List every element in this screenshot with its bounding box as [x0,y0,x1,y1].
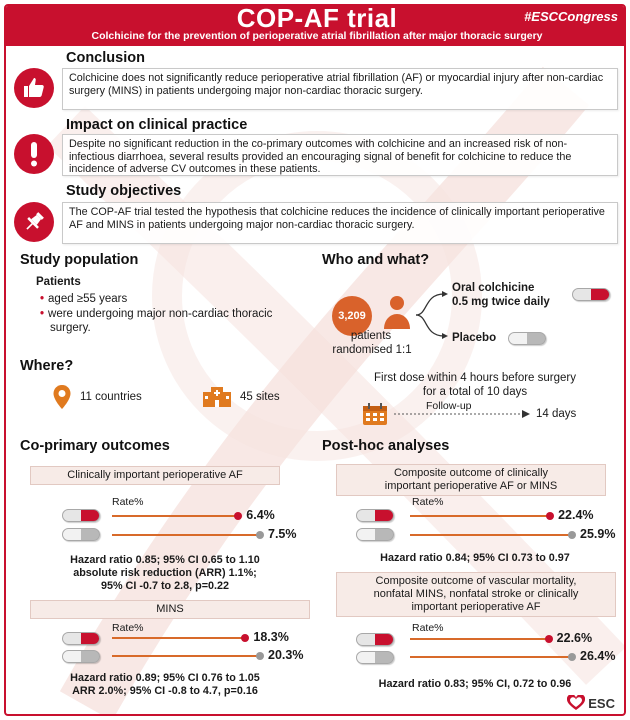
pin-icon [14,202,54,242]
composite1-placebo-bar [410,534,572,536]
coprimary-heading: Co-primary outcomes [20,438,170,454]
composite2-placebo-pill [356,651,394,664]
patients-label: Patients [36,276,81,288]
composite1-colchicine-bar [410,515,550,517]
sites-count: 45 sites [240,391,280,403]
exclamation-icon [14,134,54,174]
patients-caption: patients [350,330,392,342]
conclusion-heading: Conclusion [66,50,145,66]
composite1-rate-label: Rate% [412,496,444,508]
composite1-colchicine-dot [546,512,554,520]
composite1-placebo-pill [356,528,394,541]
af-ci-p: 95% CI -0.7 to 2.8, p=0.22 [100,580,230,592]
followup-arrow [394,409,534,419]
af-outcome-title: Clinically important perioperative AF [30,466,280,485]
composite1-title: Composite outcome of clinically important perioperative AF or MINS [336,464,606,496]
page-subtitle: Colchicine for the prevention of perioperative atrial fibrillation after major thoracic surgery [91,30,543,42]
header-banner [6,6,626,46]
mins-arr: ARR 2.0%; 95% CI -0.8 to 4.7, p=0.16 [72,685,258,697]
mins-placebo-pill [62,650,100,663]
af-placebo-value: 7.5% [268,527,297,541]
composite2-placebo-dot [568,653,576,661]
heart-logo-icon [567,695,585,711]
population-bullet-surgery: • were undergoing major non-cardiac thoracic surgery. [40,308,273,334]
composite2-colchicine-dot [545,635,553,643]
randomised-caption: randomised 1:1 [332,344,412,356]
hospital-building-icon [202,386,232,408]
composite2-colchicine-bar [410,638,549,640]
mins-colchicine-value: 18.3% [253,630,289,644]
composite1-colchicine-value: 22.4% [558,508,594,522]
followup-label: Follow-up [426,400,472,412]
af-placebo-pill [62,528,100,541]
af-colchicine-pill [62,509,100,522]
infographic-frame [4,4,626,716]
randomisation-bracket [414,288,454,342]
af-hazard-ratio: Hazard ratio 0.85; 95% CI 0.65 to 1.10 [70,554,260,566]
calendar-icon [362,402,388,426]
first-dose-line2: for a total of 10 days [422,386,528,398]
person-icon [382,294,412,330]
composite1-hazard-ratio: Hazard ratio 0.84; 95% CI 0.73 to 0.97 [380,552,570,564]
composite2-title: Composite outcome of vascular mortality, nonfatal MINS, nonfatal stroke or clinically important perioperative AF [336,572,616,617]
hashtag: #ESCCongress [524,9,618,24]
mins-placebo-value: 20.3% [268,648,304,662]
af-rate-label: Rate% [112,496,144,508]
mins-hazard-ratio: Hazard ratio 0.89; 95% CI 0.76 to 1.05 [70,672,260,684]
composite2-colchicine-pill [356,633,394,646]
countries-count: 11 countries [80,391,142,403]
patient-count-badge: 3,209 [332,296,372,336]
af-colchicine-dot [234,512,242,520]
colchicine-dose-label: 0.5 mg twice daily [452,296,550,308]
mins-placebo-dot [256,652,264,660]
composite1-placebo-value: 25.9% [580,527,616,541]
population-heading: Study population [20,252,139,268]
colchicine-pill-icon [572,288,610,301]
mins-rate-label: Rate% [112,622,144,634]
composite2-rate-label: Rate% [412,622,444,634]
objectives-heading: Study objectives [66,183,182,199]
mins-colchicine-dot [241,634,249,642]
impact-heading: Impact on clinical practice [66,117,248,133]
where-heading: Where? [20,358,74,374]
af-arr: absolute risk reduction (ARR) 1.1%; [73,567,257,579]
af-placebo-dot [256,531,264,539]
placebo-arm-label: Placebo [452,332,497,344]
population-bullet-age: • aged ≥55 years [40,293,128,305]
colchicine-arm-label: Oral colchicine [452,282,535,294]
mins-placebo-bar [112,655,260,657]
location-pin-icon [52,384,72,410]
composite2-hazard-ratio: Hazard ratio 0.83; 95% CI, 0.72 to 0.96 [378,678,572,690]
page-title: COP-AF trial [236,4,398,33]
mins-colchicine-pill [62,632,100,645]
composite2-colchicine-value: 22.6% [556,631,593,645]
composite2-placebo-bar [410,656,572,658]
placebo-pill-icon [508,332,546,345]
thumbs-up-icon [14,68,54,108]
conclusion-text: Colchicine does not significantly reduce perioperative atrial fibrillation (AF) or myocardial injury after non-cardiac surgery (MINS) in patients undergoing major non-cardiac thoracic surgery. [62,68,618,110]
posthoc-heading: Post-hoc analyses [322,438,450,454]
composite1-placebo-dot [568,531,576,539]
af-colchicine-bar [112,515,238,517]
impact-text: Despite no significant reduction in the co-primary outcomes with colchicine and an increased risk of non-infectious diarrhoea, several results provided an encouraging signal of benefit for colchicine to reduce the incidence of adverse CV outcomes in these patients. [62,134,618,176]
composite1-colchicine-pill [356,509,394,522]
followup-days: 14 days [536,408,577,420]
af-colchicine-value: 6.4% [246,508,275,522]
esc-logo [564,694,618,712]
composite2-placebo-value: 26.4% [580,649,616,663]
objectives-text: The COP-AF trial tested the hypothesis that colchicine reduces the incidence of clinically important perioperative AF and MINS in patients undergoing major non-cardiac thoracic surgery. [62,202,618,244]
mins-outcome-title: MINS [30,600,310,619]
esc-logo-text: ESC [588,695,615,711]
mins-colchicine-bar [112,637,245,639]
af-placebo-bar [112,534,260,536]
first-dose-line1: First dose within 4 hours before surgery [374,372,576,384]
who-what-heading: Who and what? [322,252,430,268]
